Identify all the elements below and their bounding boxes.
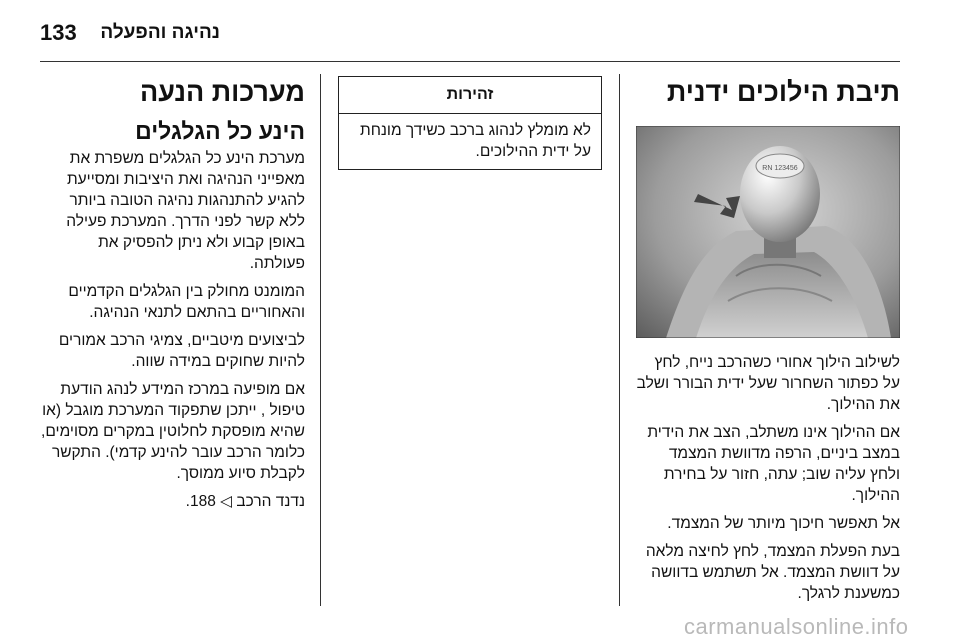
paragraph: לשילוב הילוך אחורי כשהרכב נייח, לחץ על כפתור השחרור שעל ידית הבורר ושלב את ההילוך. <box>636 354 900 413</box>
column-divider-left <box>320 74 321 606</box>
drive-systems-section <box>40 76 305 519</box>
chapter-title: נהיגה והפעלה <box>100 22 220 43</box>
paragraph: אם ההילוך אינו משתלב, הצב את הידית במצב ביניים, הרפה מדוושת המצמד ולחץ עליה שוב; עתה, חזור על בחירת ההילוך. <box>647 424 900 504</box>
page-number: 133 <box>40 20 77 45</box>
page-header <box>40 16 900 50</box>
gear-pattern-text: RN 123456 <box>762 165 798 172</box>
paragraph: לביצועים מיטביים, צמיגי הרכב אמורים להיות שחוקים במידה שווה. <box>58 332 305 370</box>
section-title: מערכות הנעה <box>139 77 305 107</box>
caution-box <box>338 76 602 170</box>
paragraph: מערכת הינע כל הגלגלים משפרת את מאפייני הנהיגה ואת היציבות ומסייעת להגיע להתנהגות נהיגה הטובה ביותר ללא קשר לפני הדרך. המערכת פעילה באופן קבוע ולא ניתן להפסיק את פעולתה. <box>66 150 305 272</box>
paragraph: בעת הפעלת המצמד, לחץ לחיצה מלאה על דוושת המצמד. אל תשתמש בדוושה כמשענת לרגלך. <box>645 543 900 602</box>
header-divider <box>40 61 900 62</box>
paragraph: אל תאפשר חיכוך מיותר של המצמד. <box>667 515 900 532</box>
column-divider-right <box>619 74 620 606</box>
manual-transmission-section <box>636 76 900 108</box>
gear-shifter-illustration <box>636 126 900 338</box>
manual-transmission-text <box>636 352 900 611</box>
page-reference: נדנד הרכב ◁ 188. <box>185 493 305 510</box>
paragraph: אם מופיעה במרכז המידע לנהג הודעת טיפול , ייתכן שתפקוד המערכת מוגבל (או שהיא מופסקת לחלוטין במקרים מסוימים, כלומר הרכב עובר להינע קדמי). התקשר לקבלת סיוע ממוסך. <box>41 381 305 482</box>
subsection-title: הינע כל הגלגלים <box>135 118 305 144</box>
paragraph: המומנט מחולק בין הגלגלים הקדמיים והאחוריים בהתאם לתנאי הנהיגה. <box>68 283 305 321</box>
watermark: carmanualsonline.info <box>684 614 909 639</box>
caution-text: לא מומלץ לנהוג ברכב כשידך מונחת על ידית ההילוכים. <box>359 122 591 160</box>
section-title: תיבת הילוכים ידנית <box>666 77 900 107</box>
caution-title: זהירות <box>339 77 601 114</box>
